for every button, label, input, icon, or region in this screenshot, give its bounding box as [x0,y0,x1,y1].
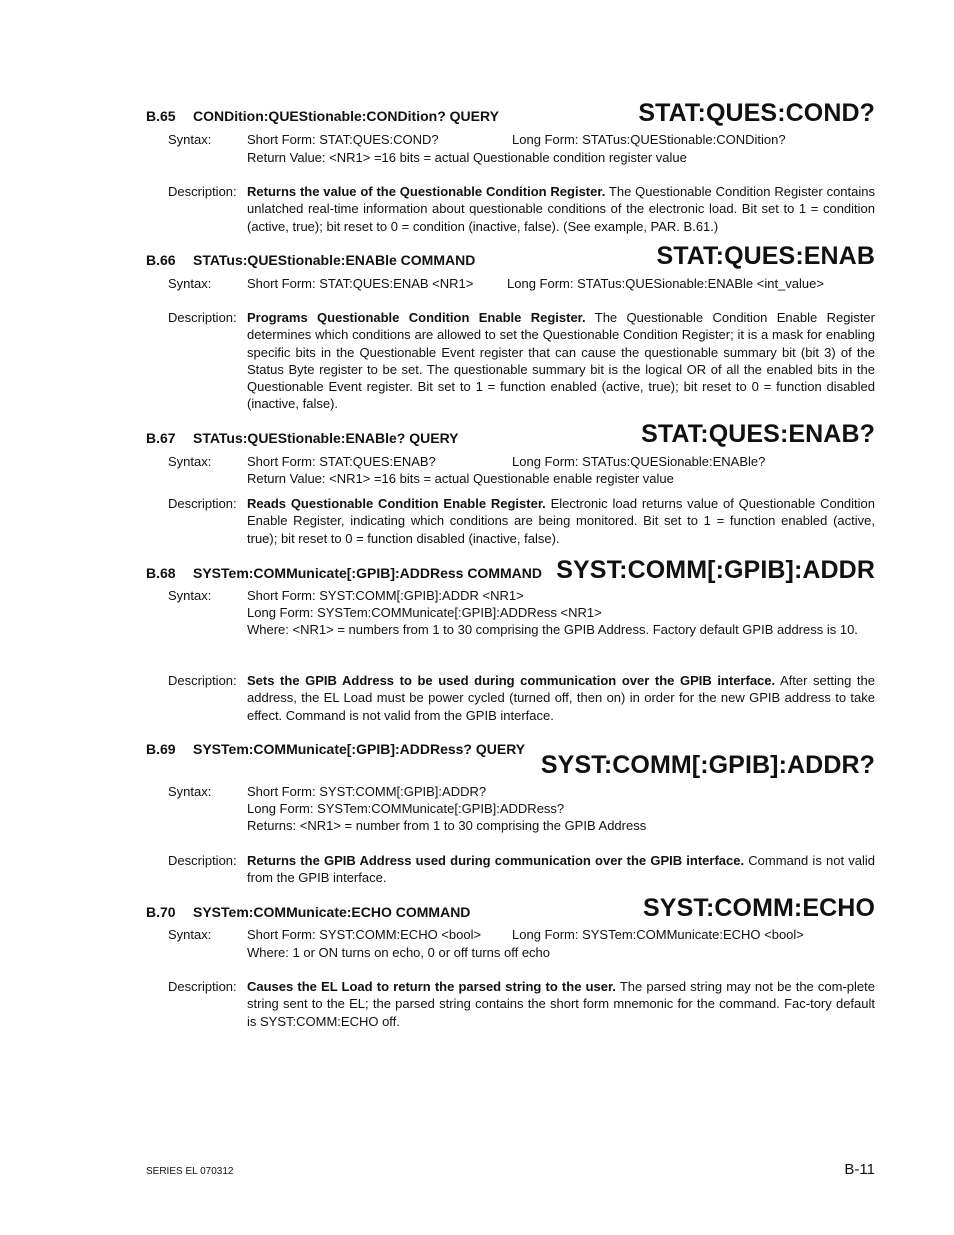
long-form: Long Form: STATus:QUESionable:ENABle? [512,454,766,469]
description-text: Returns the GPIB Address used during communication over the GPIB interface. Command is not valid from the GPIB interface. [247,853,875,886]
syntax-label: Syntax: [168,927,212,942]
description-label: Description: [168,853,237,868]
syntax-label: Syntax: [168,454,212,469]
description-label: Description: [168,310,237,325]
command-mnemonic: STAT:QUES:ENAB? [641,420,875,448]
description-label: Description: [168,496,237,511]
description-text: Returns the value of the Questionable Condition Register. The Questionable Condition Register contains unlatched real-time information about questionable conditions of the electronic load. Bit set to 1 = condition (active, true); bit reset to 0 = condition (inactive, false). (See example, PAR. B.61.) [247,184,875,234]
long-form: Long Form: SYSTem:COMMunicate:ECHO <bool> [512,927,804,942]
page-number: B-11 [844,1161,875,1178]
section-title: SYSTem:COMMunicate:ECHO COMMAND [193,904,471,920]
long-form: Long Form: STATus:QUEStionable:CONDition? [512,132,786,147]
syntax-label: Syntax: [168,276,212,291]
section-title: SYSTem:COMMunicate[:GPIB]:ADDRess? QUERY [193,741,526,757]
description-text: Sets the GPIB Address to be used during communication over the GPIB interface. After setting the address, the EL Load must be power cycled (turned off, then on) in order for the new GPIB address to take effect. Command is not valid from the GPIB interface. [247,673,875,723]
description-text: Programs Questionable Condition Enable Register. The Questionable Condition Enable Register determines which conditions are allowed to set the Questionable Condition Register; it is a mask for enabling specific bits in the Questionable Event register that can cause the questionable summary bit (bit 3) of the Status Byte register to be set. The questionable summary bit is the logical OR of all the enabled bits in the Questionable Event register. Bit set to 1 = function enabled (active, true); bit reset to 0 = function disabled (inactive, false). [247,310,875,412]
command-mnemonic: SYST:COMM:ECHO [643,894,875,922]
return-value: Return Value: <NR1> =16 bits = actual Questionable enable register value [247,471,674,486]
section-title: SYSTem:COMMunicate[:GPIB]:ADDRess COMMAND [193,565,542,581]
description-text: Reads Questionable Condition Enable Register. Electronic load returns value of Questionable Condition Enable Register, indicating which conditions are being monitored. Bit set to 1 = function enabled (active, true); bit reset to 0 = function disabled (inactive, false). [247,496,875,546]
description-text: Causes the EL Load to return the parsed string to the user. The parsed string may not be the com-plete string sent to the EL; the parsed string contains the short form mnemonic for the command. Fac-tory default is SYST:COMM:ECHO off. [247,979,875,1029]
command-mnemonic: SYST:COMM[:GPIB]:ADDR [556,556,875,584]
syntax-label: Syntax: [168,784,212,799]
command-mnemonic: SYST:COMM[:GPIB]:ADDR? [540,751,875,779]
short-form: Short Form: STAT:QUES:ENAB? [247,454,436,469]
section-number: B.69 [146,741,176,757]
long-form: Long Form: STATus:QUESionable:ENABle <int_value> [507,276,824,291]
description-label: Description: [168,184,237,199]
section-number: B.67 [146,430,176,446]
where-note: Where: <NR1> = numbers from 1 to 30 comprising the GPIB Address. Factory default GPIB address is 10. [247,622,858,637]
section-number: B.68 [146,565,176,581]
where-note: Where: 1 or ON turns on echo, 0 or off turns off echo [247,945,551,960]
return-value: Return Value: <NR1> =16 bits = actual Questionable condition register value [247,150,687,165]
section-title: CONDition:QUEStionable:CONDition? QUERY [193,108,499,124]
description-label: Description: [168,979,237,994]
footer-series: SERIES EL 070312 [146,1166,234,1177]
syntax-label: Syntax: [168,588,212,603]
returns-note: Returns: <NR1> = number from 1 to 30 comprising the GPIB Address [247,818,647,833]
section-number: B.66 [146,252,176,268]
short-form: Short Form: SYST:COMM[:GPIB]:ADDR? [247,784,487,799]
long-form: Long Form: SYSTem:COMMunicate[:GPIB]:ADDRess? [247,801,565,816]
long-form: Long Form: SYSTem:COMMunicate[:GPIB]:ADDRess <NR1> [247,605,602,620]
command-mnemonic: STAT:QUES:COND? [638,99,875,127]
short-form: Short Form: STAT:QUES:COND? [247,132,439,147]
short-form: Short Form: STAT:QUES:ENAB <NR1> [247,276,474,291]
description-label: Description: [168,673,237,688]
section-number: B.70 [146,904,176,920]
section-number: B.65 [146,108,176,124]
short-form: Short Form: SYST:COMM:ECHO <bool> [247,927,482,942]
command-mnemonic: STAT:QUES:ENAB [656,242,875,270]
section-title: STATus:QUEStionable:ENABle COMMAND [193,252,476,268]
short-form: Short Form: SYST:COMM[:GPIB]:ADDR <NR1> [247,588,524,603]
section-title: STATus:QUEStionable:ENABle? QUERY [193,430,459,446]
syntax-label: Syntax: [168,132,212,147]
